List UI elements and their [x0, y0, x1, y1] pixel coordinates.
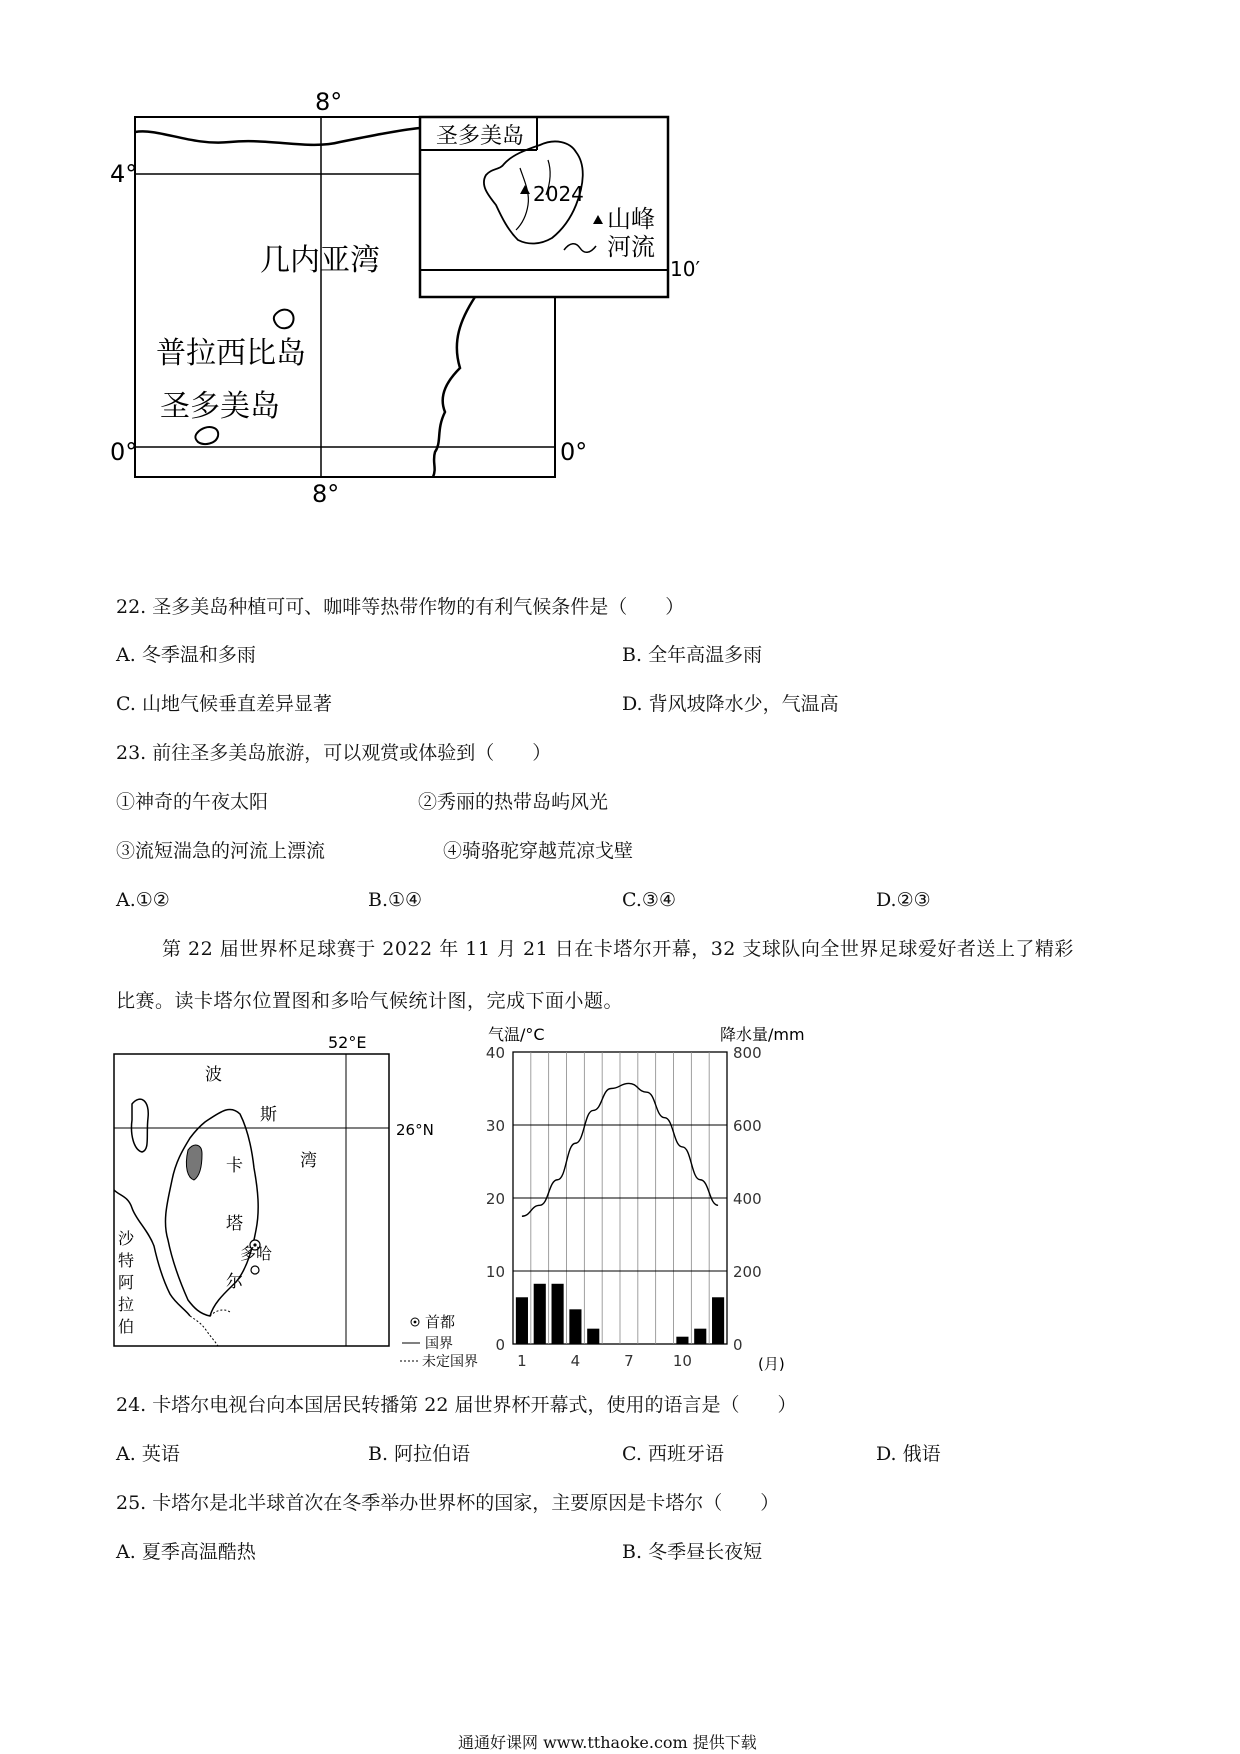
option-a[interactable]	[116, 1540, 256, 1564]
legend-undefined-border-label: 未定国界	[422, 1354, 478, 1370]
question-stem: 卡塔尔是北半球首次在冬季举办世界杯的国家，主要原因是卡塔尔（ ）	[152, 1492, 780, 1514]
question-number: 22.	[116, 596, 147, 618]
option-b[interactable]	[622, 1540, 762, 1564]
elevation-label: 2024	[533, 182, 584, 206]
country-char-3: 尔	[226, 1272, 243, 1292]
precipitation-bar	[552, 1284, 564, 1344]
question-23	[116, 741, 551, 765]
option-text: 全年高温多雨	[648, 644, 763, 666]
inset-title: 圣多美岛	[436, 124, 525, 149]
option-key: B.	[622, 644, 643, 666]
lat-4-label: 4°	[110, 160, 138, 188]
saudi-char-4: 拉	[118, 1295, 135, 1314]
precipitation-bar	[569, 1309, 581, 1344]
lon-bottom-label: 8°	[312, 480, 340, 508]
option-text: 背风坡降水少，气温高	[648, 693, 839, 715]
question-number: 25.	[116, 1492, 147, 1514]
saudi-char-1: 沙	[118, 1229, 135, 1248]
legend-capital-label: 首都	[425, 1313, 456, 1331]
y-left-tick-label: 40	[485, 1044, 505, 1062]
lat-26-label: 26°N	[396, 1121, 434, 1139]
question-number: 23.	[116, 742, 147, 764]
option-a[interactable]	[116, 1442, 180, 1466]
gulf-char-3: 湾	[300, 1151, 317, 1171]
option-key: A.	[116, 889, 136, 911]
page-footer: 通通好课网 www.tthaoke.com 提供下载	[458, 1733, 757, 1752]
precipitation-bar	[712, 1297, 724, 1344]
option-b[interactable]	[368, 1442, 470, 1466]
option-c[interactable]	[622, 1442, 724, 1466]
option-text: 西班牙语	[647, 1443, 724, 1465]
option-text: ②③	[896, 889, 931, 911]
question-24	[116, 1393, 797, 1417]
question-stem: 圣多美岛种植可可、咖啡等热带作物的有利气候条件是（ ）	[152, 596, 685, 618]
option-b[interactable]	[368, 888, 422, 912]
y-left-tick-label: 10	[485, 1263, 505, 1281]
x-tick-label: 1	[517, 1352, 527, 1370]
option-text: ①④	[388, 889, 423, 911]
option-text: 冬季温和多雨	[141, 644, 256, 666]
option-key: B.	[368, 1443, 389, 1465]
option-key: B.	[622, 1541, 643, 1563]
option-key: B.	[368, 889, 389, 911]
legend-river-label: 河流	[607, 233, 655, 261]
y-right-label: 降水量/mm	[720, 1025, 805, 1044]
island-shape	[131, 1099, 148, 1152]
question-25	[116, 1491, 779, 1515]
shaded-region	[186, 1145, 202, 1180]
x-tick-label: 10	[672, 1352, 692, 1370]
y-right-tick-label: 800	[733, 1044, 762, 1062]
gulf-label: 几内亚湾	[260, 243, 380, 278]
option-d[interactable]	[876, 1442, 941, 1466]
precipitation-bar	[676, 1337, 688, 1344]
precipitation-bar	[694, 1329, 706, 1344]
qatar-coastline	[165, 1109, 258, 1316]
x-tick-label: 4	[570, 1352, 581, 1370]
undefined-border-line	[190, 1316, 218, 1346]
y-left-tick-label: 0	[495, 1336, 505, 1354]
x-axis-label: (月)	[758, 1355, 785, 1373]
option-b[interactable]	[622, 643, 762, 667]
y-right-tick-label: 0	[733, 1336, 743, 1354]
option-c[interactable]	[622, 888, 676, 912]
option-key: A.	[116, 644, 136, 666]
option-a[interactable]	[116, 888, 170, 912]
option-d[interactable]	[622, 692, 839, 716]
country-char-1: 卡	[226, 1156, 243, 1176]
question-stem: 卡塔尔电视台向本国居民转播第 22 届世界杯开幕式，使用的语言是（ ）	[152, 1394, 797, 1416]
option-key: A.	[116, 1443, 136, 1465]
option-key: D.	[622, 693, 643, 715]
option-text: ③④	[641, 889, 676, 911]
y-left-tick-label: 20	[485, 1190, 505, 1208]
option-key: D.	[876, 889, 897, 911]
y-right-tick-label: 600	[733, 1117, 762, 1135]
capital-label: 多哈	[240, 1244, 273, 1263]
y-right-tick-label: 200	[733, 1263, 762, 1281]
option-key: C.	[622, 889, 642, 911]
question-number: 24.	[116, 1394, 147, 1416]
gulf-of-guinea-map	[100, 80, 800, 540]
question-stem: 前往圣多美岛旅游，可以观赏或体验到（ ）	[152, 742, 552, 764]
passage-line-2: 比赛。读卡塔尔位置图和多哈气候统计图，完成下面小题。	[116, 990, 624, 1012]
saudi-char-3: 阿	[118, 1273, 135, 1292]
precipitation-bar	[534, 1284, 546, 1344]
option-a[interactable]	[116, 643, 256, 667]
question-22	[116, 595, 684, 619]
inset-lon-label: 10′	[670, 257, 700, 281]
legend-border-label: 国界	[425, 1336, 453, 1352]
qatar-location-map	[110, 1020, 500, 1380]
option-text: 夏季高温酷热	[141, 1541, 256, 1563]
statement-item: ③流短湍急的河流上漂流	[116, 840, 326, 862]
gulf-char-2: 斯	[260, 1105, 277, 1125]
option-text: 山地气候垂直差异显著	[141, 693, 332, 715]
gulf-char-1: 波	[205, 1065, 222, 1085]
statement-item: ①神奇的午夜太阳	[116, 791, 269, 813]
doha-climate-chart	[470, 1020, 840, 1390]
lat-0-left-label: 0°	[110, 438, 138, 466]
river-line	[433, 297, 475, 477]
option-d[interactable]	[876, 888, 931, 912]
option-key: D.	[876, 1443, 897, 1465]
option-key: C.	[116, 693, 136, 715]
precipitation-bar	[516, 1297, 528, 1344]
undefined-border-line	[210, 1310, 230, 1316]
map-frame	[114, 1054, 389, 1346]
y-right-tick-label: 400	[733, 1190, 762, 1208]
legend-peak-label: 山峰	[607, 205, 655, 233]
saudi-char-2: 特	[118, 1251, 135, 1270]
option-key: C.	[622, 1443, 642, 1465]
y-left-tick-label: 30	[485, 1117, 505, 1135]
option-c[interactable]	[116, 692, 332, 716]
saotome-label: 圣多美岛	[160, 389, 280, 424]
statement-item: ④骑骆驼穿越荒凉戈壁	[443, 840, 634, 862]
option-key: A.	[116, 1541, 136, 1563]
option-text: 俄语	[902, 1443, 941, 1465]
lat-0-right-label: 0°	[560, 438, 588, 466]
lon-52-label: 52°E	[328, 1033, 367, 1052]
statement-item: ②秀丽的热带岛屿风光	[418, 791, 609, 813]
saudi-char-5: 伯	[118, 1317, 135, 1336]
country-char-2: 塔	[226, 1214, 243, 1234]
saotome-island-shape	[195, 427, 218, 444]
passage-line-1: 第 22 届世界杯足球赛于 2022 年 11 月 21 日在卡塔尔开幕，32 支球队向全世界足球爱好者送上了精彩	[162, 938, 1074, 960]
option-text: 英语	[141, 1443, 180, 1465]
option-text: ①②	[135, 889, 170, 911]
coastline	[135, 128, 420, 145]
principe-island-shape	[274, 310, 294, 329]
legend-capital-dot	[414, 1321, 417, 1324]
precipitation-bar	[587, 1329, 599, 1344]
lon-top-label: 8°	[315, 88, 343, 116]
x-tick-label: 7	[624, 1352, 634, 1370]
option-text: 冬季昼长夜短	[648, 1541, 763, 1563]
y-left-label: 气温/°C	[488, 1025, 545, 1044]
principe-label: 普拉西比岛	[156, 336, 306, 371]
option-text: 阿拉伯语	[394, 1443, 471, 1465]
city-icon	[251, 1266, 259, 1274]
